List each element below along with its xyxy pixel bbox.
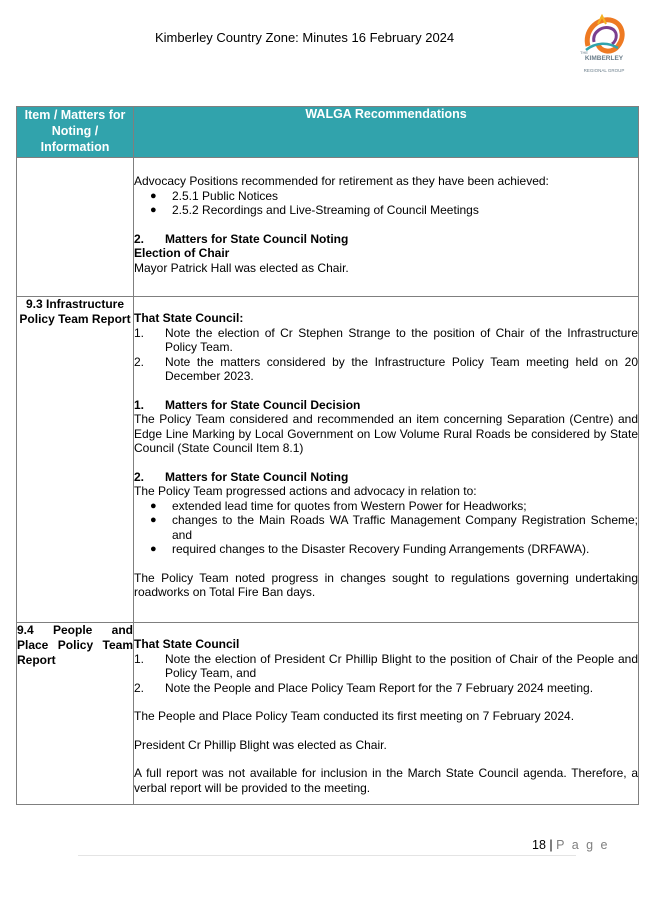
that-state-council: That State Council: — [134, 311, 244, 325]
recommendation-cell — [134, 297, 639, 623]
list-item: 1. Note the election of Cr Stephen Strange to the position of Chair of the Infrastructure Policy Team. — [134, 325, 638, 354]
column-header-item: Item / Matters for Noting / Information — [17, 107, 134, 158]
that-state-council: That State Council — [134, 637, 240, 651]
list-item: ● changes to the Main Roads WA Traffic Management Company Registration Scheme; and — [150, 513, 638, 542]
section-heading: 1. Matters for State Council Decision — [134, 397, 361, 412]
paragraph: The Policy Team progressed actions and advocacy in relation to: — [134, 484, 477, 498]
table-row — [17, 297, 639, 623]
page-separator: | — [549, 838, 553, 852]
sub-heading: Election of Chair — [134, 246, 230, 260]
item-cell: 9.3 Infrastructure Policy Team Report — [17, 297, 134, 623]
paragraph: President Cr Phillip Blight was elected as Chair. — [134, 737, 387, 752]
section-heading: 2. Matters for State Council Noting — [134, 469, 349, 484]
list-item: 2. Note the matters considered by the Infrastructure Policy Team meeting held on 20 December 2023. — [134, 354, 638, 383]
page-label: P a g e — [556, 838, 610, 852]
logo-sub-label: REGIONAL GROUP — [583, 68, 625, 73]
column-header-walga: WALGA Recommendations — [134, 107, 639, 158]
item-cell-empty — [17, 158, 134, 297]
kimberley-logo-icon — [578, 12, 630, 72]
table-row — [17, 623, 639, 805]
logo-name-label: KIMBERLEY — [584, 55, 624, 62]
advocacy-intro: Advocacy Positions recommended for retirement as they have been achieved: — [134, 174, 549, 188]
list-item: ● 2.5.2 Recordings and Live-Streaming of Council Meetings — [150, 203, 479, 217]
section-heading: 2. Matters for State Council Noting — [134, 231, 349, 246]
recommendation-cell — [134, 158, 639, 297]
table-row — [17, 158, 639, 297]
footer-divider — [78, 855, 576, 856]
recommendation-cell — [134, 623, 639, 805]
page-number: 18 — [532, 838, 546, 852]
paragraph: The Policy Team considered and recommended an item concerning Separation (Centre) and Edge Line Marking by Local Government on Low Volume Rural Roads be considered by State Council (State Council Item 8.1) — [134, 412, 638, 455]
paragraph: The Policy Team noted progress in changes sought to regulations governing undertaking roadworks on Total Fire Ban days. — [134, 570, 638, 599]
list-item: ● 2.5.1 Public Notices — [150, 188, 279, 203]
list-item: ● required changes to the Disaster Recovery Funding Arrangements (DRFAWA). — [150, 542, 590, 556]
recommendations-table — [16, 106, 639, 805]
document-header-title: Kimberley Country Zone: Minutes 16 February 2024 — [155, 30, 455, 45]
list-item: 2. Note the People and Place Policy Team Report for the 7 February 2024 meeting. — [134, 680, 594, 695]
page-footer — [532, 838, 610, 852]
logo-the-label: THE — [580, 50, 588, 55]
list-item: 1. Note the election of President Cr Phillip Blight to the position of Chair of the People and Policy Team, and — [134, 651, 638, 680]
table-header-row — [17, 107, 639, 158]
paragraph: A full report was not available for inclusion in the March State Council agenda. Therefore, a verbal report will be provided to the meeting. — [134, 766, 638, 795]
paragraph: The People and Place Policy Team conducted its first meeting on 7 February 2024. — [134, 709, 575, 723]
list-item: ● extended lead time for quotes from Western Power for Headworks; — [150, 498, 527, 513]
paragraph: Mayor Patrick Hall was elected as Chair. — [134, 260, 349, 275]
item-cell: 9.4 People and Place Policy Team Report — [17, 623, 134, 805]
